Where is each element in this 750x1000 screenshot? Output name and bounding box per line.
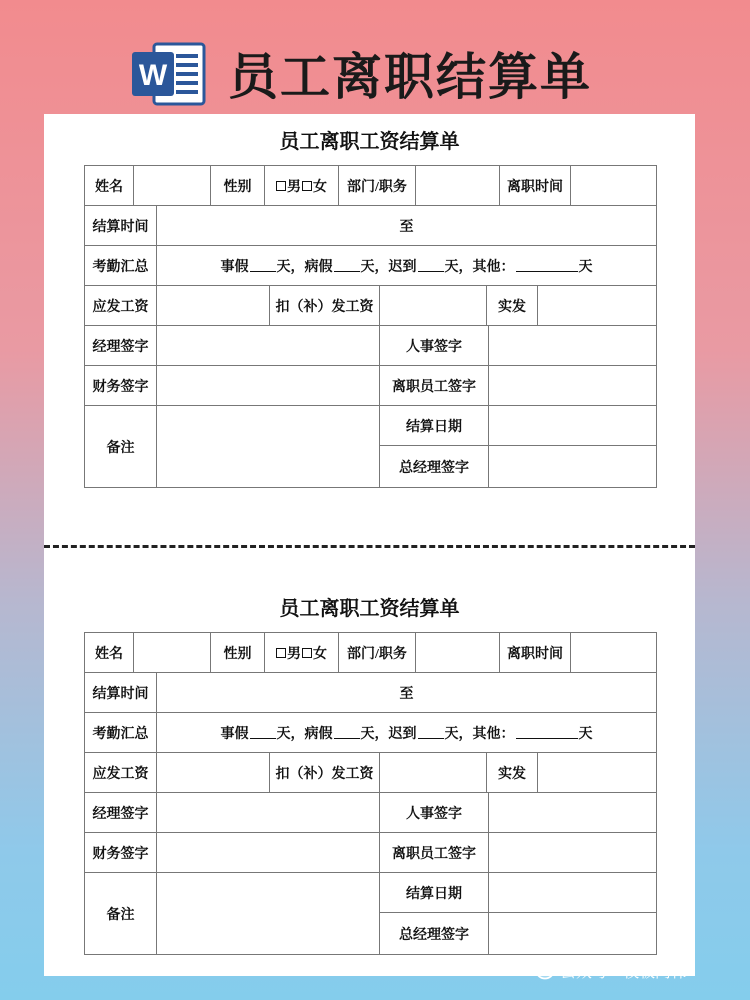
hr-sign-label: 人事签字 xyxy=(380,793,489,833)
employee-sign-label: 离职员工签字 xyxy=(380,366,489,406)
day-unit: 天 xyxy=(276,259,291,275)
day-unit: 天 xyxy=(444,726,459,742)
attendance-field[interactable] xyxy=(157,713,656,753)
deduct-field[interactable] xyxy=(380,286,487,326)
payable-field[interactable] xyxy=(157,286,270,326)
gm-sign-label: 总经理签字 xyxy=(380,913,489,954)
settle-period-label: 结算时间 xyxy=(85,673,157,713)
att-other-label: ，其他： xyxy=(458,259,515,275)
deduct-label: 扣（补）发工资 xyxy=(270,753,380,793)
remarks-label: 备注 xyxy=(85,406,157,487)
manager-sign-label: 经理签字 xyxy=(85,793,157,833)
manager-sign-field[interactable] xyxy=(157,326,380,366)
settle-date-label: 结算日期 xyxy=(380,873,489,913)
gender-female-label: 女 xyxy=(313,179,327,195)
att-personal-label: 事假 xyxy=(220,726,249,742)
form-title: 员工离职工资结算单 xyxy=(279,131,460,153)
att-late-label: ，迟到 xyxy=(374,259,417,275)
gender-label: 性别 xyxy=(211,166,265,206)
gender-field[interactable] xyxy=(265,633,339,673)
checkbox-male[interactable] xyxy=(276,648,286,658)
settle-period-field[interactable] xyxy=(157,673,656,713)
gm-sign-field[interactable] xyxy=(489,446,656,487)
name-label: 姓名 xyxy=(85,633,134,673)
actual-field[interactable] xyxy=(538,286,656,326)
remarks-field[interactable] xyxy=(157,406,380,487)
employee-sign-field[interactable] xyxy=(489,366,656,406)
gender-field[interactable] xyxy=(265,166,339,206)
finance-sign-field[interactable] xyxy=(157,366,380,406)
att-late-label: ，迟到 xyxy=(374,726,417,742)
watermark xyxy=(528,956,687,984)
dept-field[interactable] xyxy=(416,633,500,673)
leave-date-label: 离职时间 xyxy=(500,166,571,206)
day-unit: 天 xyxy=(444,259,459,275)
hr-sign-label: 人事签字 xyxy=(380,326,489,366)
day-unit: 天 xyxy=(360,259,375,275)
settle-date-label: 结算日期 xyxy=(380,406,489,446)
att-sick-label: ，病假 xyxy=(290,726,333,742)
checkbox-female[interactable] xyxy=(302,648,312,658)
actual-field[interactable] xyxy=(538,753,656,793)
name-label: 姓名 xyxy=(85,166,134,206)
settle-date-field[interactable] xyxy=(489,406,656,446)
page-title: 员工离职结算单 xyxy=(228,48,592,106)
finance-sign-label: 财务签字 xyxy=(85,366,157,406)
name-field[interactable] xyxy=(134,633,211,673)
checkbox-male[interactable] xyxy=(276,181,286,191)
settle-period-field[interactable] xyxy=(157,206,656,246)
payable-label: 应发工资 xyxy=(85,286,157,326)
svg-text:W: W xyxy=(138,59,168,92)
settle-period-label: 结算时间 xyxy=(85,206,157,246)
form-table xyxy=(84,165,657,488)
finance-sign-label: 财务签字 xyxy=(85,833,157,873)
attendance-field[interactable] xyxy=(157,246,656,286)
payable-field[interactable] xyxy=(157,753,270,793)
cut-line-divider xyxy=(44,545,695,548)
gender-female-label: 女 xyxy=(313,646,327,662)
settle-date-field[interactable] xyxy=(489,873,656,913)
to-label: 至 xyxy=(399,219,414,235)
hr-sign-field[interactable] xyxy=(489,793,656,833)
manager-sign-field[interactable] xyxy=(157,793,380,833)
wechat-icon xyxy=(528,960,554,980)
hr-sign-field[interactable] xyxy=(489,326,656,366)
actual-label: 实发 xyxy=(487,753,538,793)
gm-sign-field[interactable] xyxy=(489,913,656,954)
gender-male-label: 男 xyxy=(287,179,301,195)
day-unit: 天 xyxy=(360,726,375,742)
to-label: 至 xyxy=(399,686,414,702)
leave-date-label: 离职时间 xyxy=(500,633,571,673)
finance-sign-field[interactable] xyxy=(157,833,380,873)
leave-date-field[interactable] xyxy=(571,633,656,673)
payable-label: 应发工资 xyxy=(85,753,157,793)
deduct-field[interactable] xyxy=(380,753,487,793)
employee-sign-label: 离职员工签字 xyxy=(380,833,489,873)
dept-field[interactable] xyxy=(416,166,500,206)
day-unit: 天 xyxy=(276,726,291,742)
word-document-icon xyxy=(132,40,208,106)
att-personal-label: 事假 xyxy=(220,259,249,275)
employee-sign-field[interactable] xyxy=(489,833,656,873)
att-other-label: ，其他： xyxy=(458,726,515,742)
remarks-label: 备注 xyxy=(85,873,157,954)
manager-sign-label: 经理签字 xyxy=(85,326,157,366)
leave-date-field[interactable] xyxy=(571,166,656,206)
day-unit: 天 xyxy=(578,726,593,742)
att-sick-label: ，病假 xyxy=(290,259,333,275)
dept-label: 部门/职务 xyxy=(339,166,416,206)
gender-male-label: 男 xyxy=(287,646,301,662)
remarks-field[interactable] xyxy=(157,873,380,954)
watermark-text: 公众号 · 模板阿伟 xyxy=(560,961,688,981)
day-unit: 天 xyxy=(578,259,593,275)
actual-label: 实发 xyxy=(487,286,538,326)
form-title: 员工离职工资结算单 xyxy=(279,598,460,620)
dept-label: 部门/职务 xyxy=(339,633,416,673)
deduct-label: 扣（补）发工资 xyxy=(270,286,380,326)
gender-label: 性别 xyxy=(211,633,265,673)
form-table xyxy=(84,632,657,955)
attendance-label: 考勤汇总 xyxy=(85,713,157,753)
attendance-label: 考勤汇总 xyxy=(85,246,157,286)
checkbox-female[interactable] xyxy=(302,181,312,191)
gm-sign-label: 总经理签字 xyxy=(380,446,489,487)
header xyxy=(0,0,750,113)
name-field[interactable] xyxy=(134,166,211,206)
